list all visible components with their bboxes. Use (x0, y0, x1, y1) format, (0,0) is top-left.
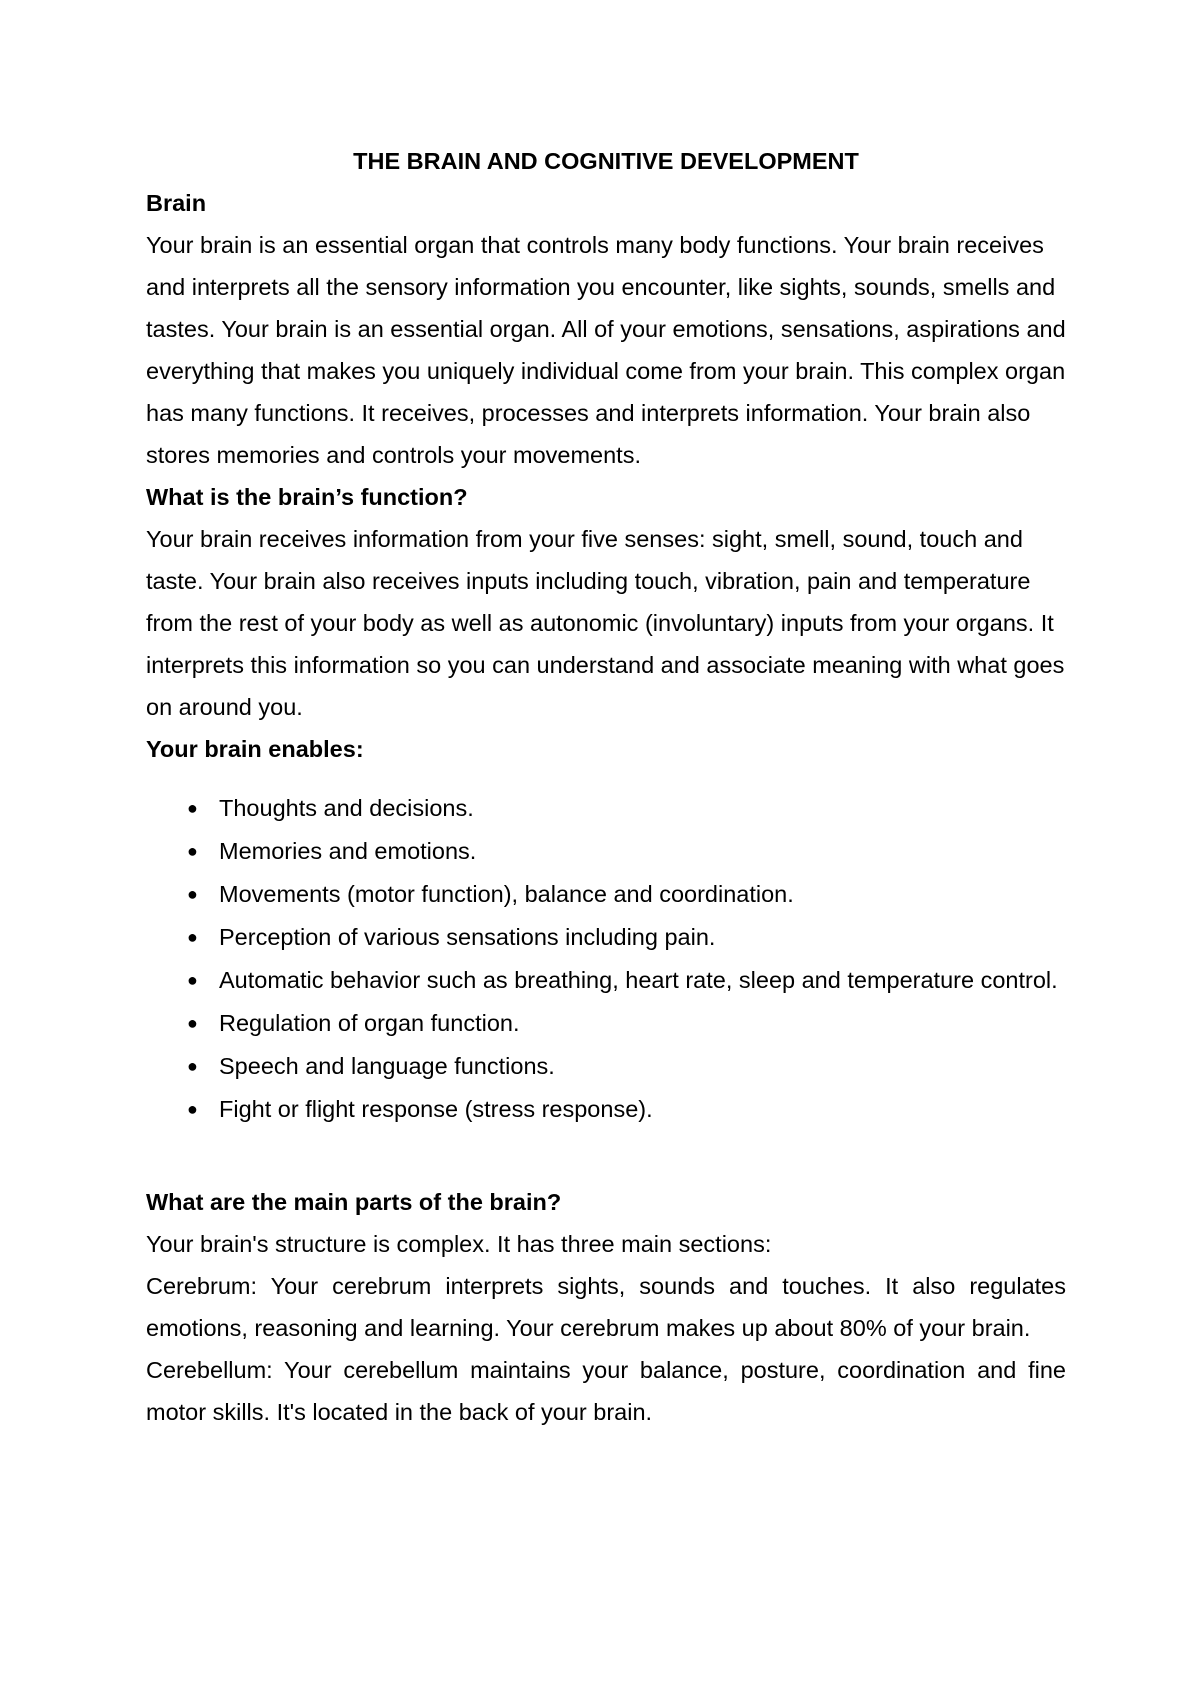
bullet-icon: ● (187, 841, 198, 861)
list-item (146, 1045, 1066, 1087)
bullet-icon: ● (187, 970, 198, 990)
bullet-icon: ● (187, 1099, 198, 1119)
document-title: THE BRAIN AND COGNITIVE DEVELOPMENT (353, 148, 859, 174)
list-item-text: Regulation of organ function. (219, 1010, 520, 1036)
section-spacer (146, 1131, 1066, 1181)
bullet-icon: ● (187, 1013, 198, 1033)
heading-main-parts: What are the main parts of the brain? (146, 1189, 562, 1215)
list-item (146, 873, 1066, 915)
paragraph-cerebrum: Cerebrum: Your cerebrum interprets sights, sounds and touches. It also regulates emotions, reasoning and learning. Your cerebrum makes up about 80% of your brain. (146, 1273, 1066, 1341)
paragraph-parts-intro: Your brain's structure is complex. It has three main sections: (146, 1231, 772, 1257)
paragraph-brain-function: Your brain receives information from your five senses: sight, smell, sound, touch and taste. Your brain also receives inputs including touch, vibration, pain and temperature from the rest of your body as well as autonomic (involuntary) inputs from your organs. It interprets this information so you can understand and associate meaning with what goes on around you. (146, 526, 1065, 720)
list-item-text: Perception of various sensations including pain. (219, 924, 716, 950)
list-item-text: Fight or flight response (stress response). (219, 1096, 653, 1122)
list-item-text: Automatic behavior such as breathing, heart rate, sleep and temperature control. (219, 967, 1058, 993)
list-item-text: Movements (motor function), balance and coordination. (219, 881, 794, 907)
enables-bullet-list (146, 787, 1066, 1130)
list-item (146, 959, 1066, 1001)
list-item (146, 830, 1066, 872)
bullet-icon: ● (187, 884, 198, 904)
list-item (146, 916, 1066, 958)
heading-brain: Brain (146, 190, 207, 216)
heading-brain-enables: Your brain enables: (146, 736, 364, 762)
bullet-icon: ● (187, 798, 198, 818)
list-item-text: Thoughts and decisions. (219, 795, 474, 821)
paragraph-cerebellum: Cerebellum: Your cerebellum maintains your balance, posture, coordination and fine motor skills. It's located in the back of your brain. (146, 1357, 1066, 1425)
bullet-icon: ● (187, 927, 198, 947)
heading-brain-function: What is the brain’s function? (146, 484, 468, 510)
paragraph-brain: Your brain is an essential organ that controls many body functions. Your brain receives and interprets all the sensory information you encounter, like sights, sounds, smells and tastes. Your brain is an essential organ. All of your emotions, sensations, aspirations and everything that makes you uniquely individual come from your brain. This complex organ has many functions. It receives, processes and interprets information. Your brain also stores memories and controls your movements. (146, 232, 1066, 468)
list-item (146, 787, 1066, 829)
bullet-icon: ● (187, 1056, 198, 1076)
document-page (146, 140, 1066, 1433)
list-item-text: Speech and language functions. (219, 1053, 555, 1079)
list-item (146, 1088, 1066, 1130)
list-item (146, 1002, 1066, 1044)
list-item-text: Memories and emotions. (219, 838, 477, 864)
